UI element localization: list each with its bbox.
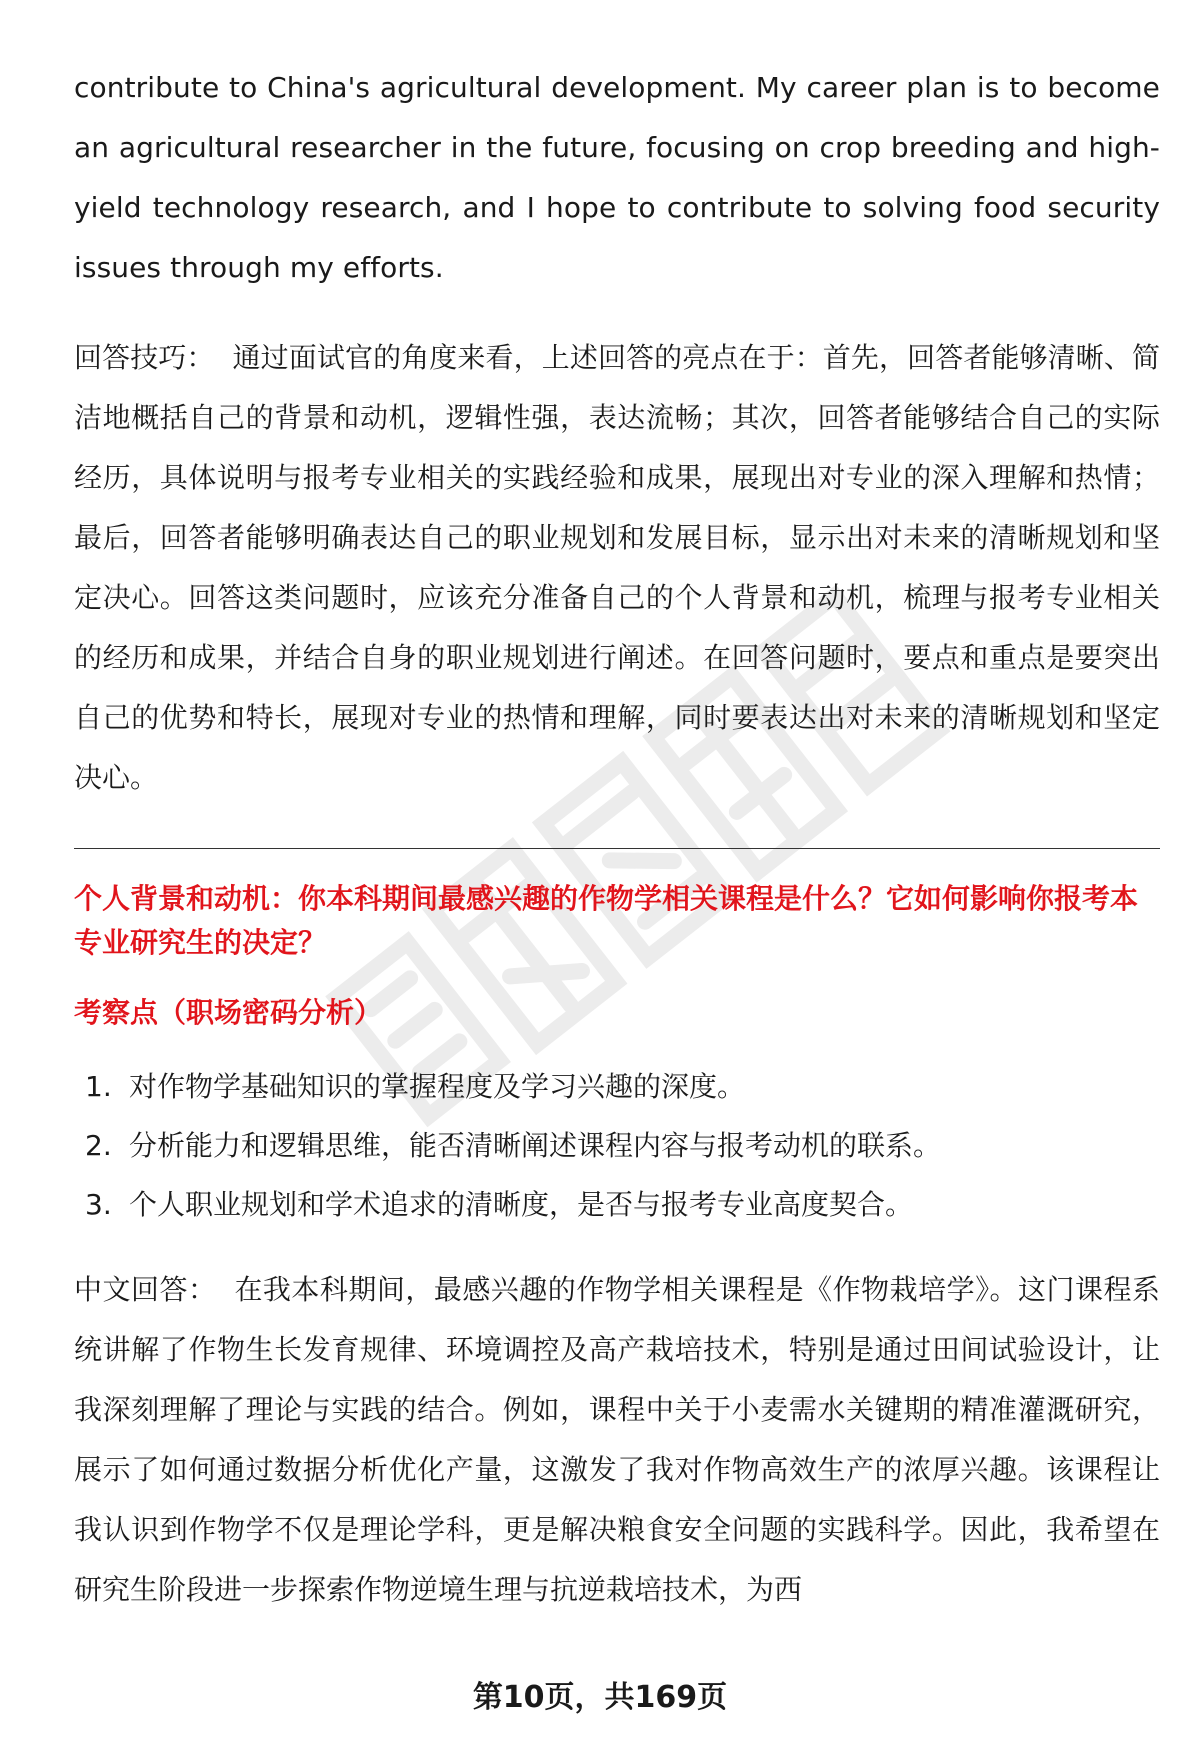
page-content (74, 58, 1160, 1620)
list-item-text: 分析能力和逻辑思维，能否清晰阐述课程内容与报考动机的联系。 (129, 1129, 942, 1162)
list-item (74, 1116, 1160, 1175)
assessment-list (74, 1057, 1160, 1234)
question-heading: 个人背景和动机：你本科期间最感兴趣的作物学相关课程是什么？它如何影响你报考本专业研究生的决定？ (74, 882, 1139, 959)
list-item-number: 1. (85, 1070, 112, 1103)
list-item (74, 1057, 1160, 1116)
list-item (74, 1175, 1160, 1234)
answer-paragraph (74, 1260, 1160, 1620)
tips-text: 通过面试官的角度来看，上述回答的亮点在于：首先，回答者能够清晰、简洁地概括自己的背景和动机，逻辑性强，表达流畅；其次，回答者能够结合自己的实际经历，具体说明与报考专业相关的实践经验和成果，展现出对专业的深入理解和热情；最后，回答者能够明确表达自己的职业规划和发展目标，显示出对未来的清晰规划和坚定决心。回答这类问题时，应该充分准备自己的个人背景和动机，梳理与报考专业相关的经历和成果，并结合自身的职业规划进行阐述。在回答问题时，要点和重点是要突出自己的优势和特长，展现对专业的热情和理解，同时要表达出对未来的清晰规划和坚定决心。 (74, 341, 1160, 794)
section-divider (74, 848, 1160, 849)
assessment-heading: 考察点（职场密码分析） (74, 996, 383, 1029)
list-item-text: 个人职业规划和学术追求的清晰度，是否与报考专业高度契合。 (129, 1188, 914, 1221)
tips-paragraph (74, 328, 1160, 808)
list-item-text: 对作物学基础知识的掌握程度及学习兴趣的深度。 (129, 1070, 746, 1103)
page-number: 第10页，共169页 (472, 1680, 728, 1715)
intro-paragraph: contribute to China's agricultural development. My career plan is to become an agricultural researcher in the future, focusing on crop breeding and high-yield technology research, and I hope to contribute to solving food security issues through my efforts. (74, 71, 1160, 284)
tips-label: 回答技巧： (74, 341, 215, 374)
answer-text: 在我本科期间，最感兴趣的作物学相关课程是《作物栽培学》。这门课程系统讲解了作物生长发育规律、环境调控及高产栽培技术，特别是通过田间试验设计，让我深刻理解了理论与实践的结合。例如，课程中关于小麦需水关键期的精准灌溉研究，展示了如何通过数据分析优化产量，这激发了我对作物高效生产的浓厚兴趣。该课程让我认识到作物学不仅是理论学科，更是解决粮食安全问题的实践科学。因此，我希望在研究生阶段进一步探索作物逆境生理与抗逆栽培技术，为西 (74, 1273, 1160, 1606)
list-item-number: 2. (85, 1129, 112, 1162)
answer-label: 中文回答： (74, 1273, 217, 1306)
list-item-number: 3. (85, 1188, 112, 1221)
